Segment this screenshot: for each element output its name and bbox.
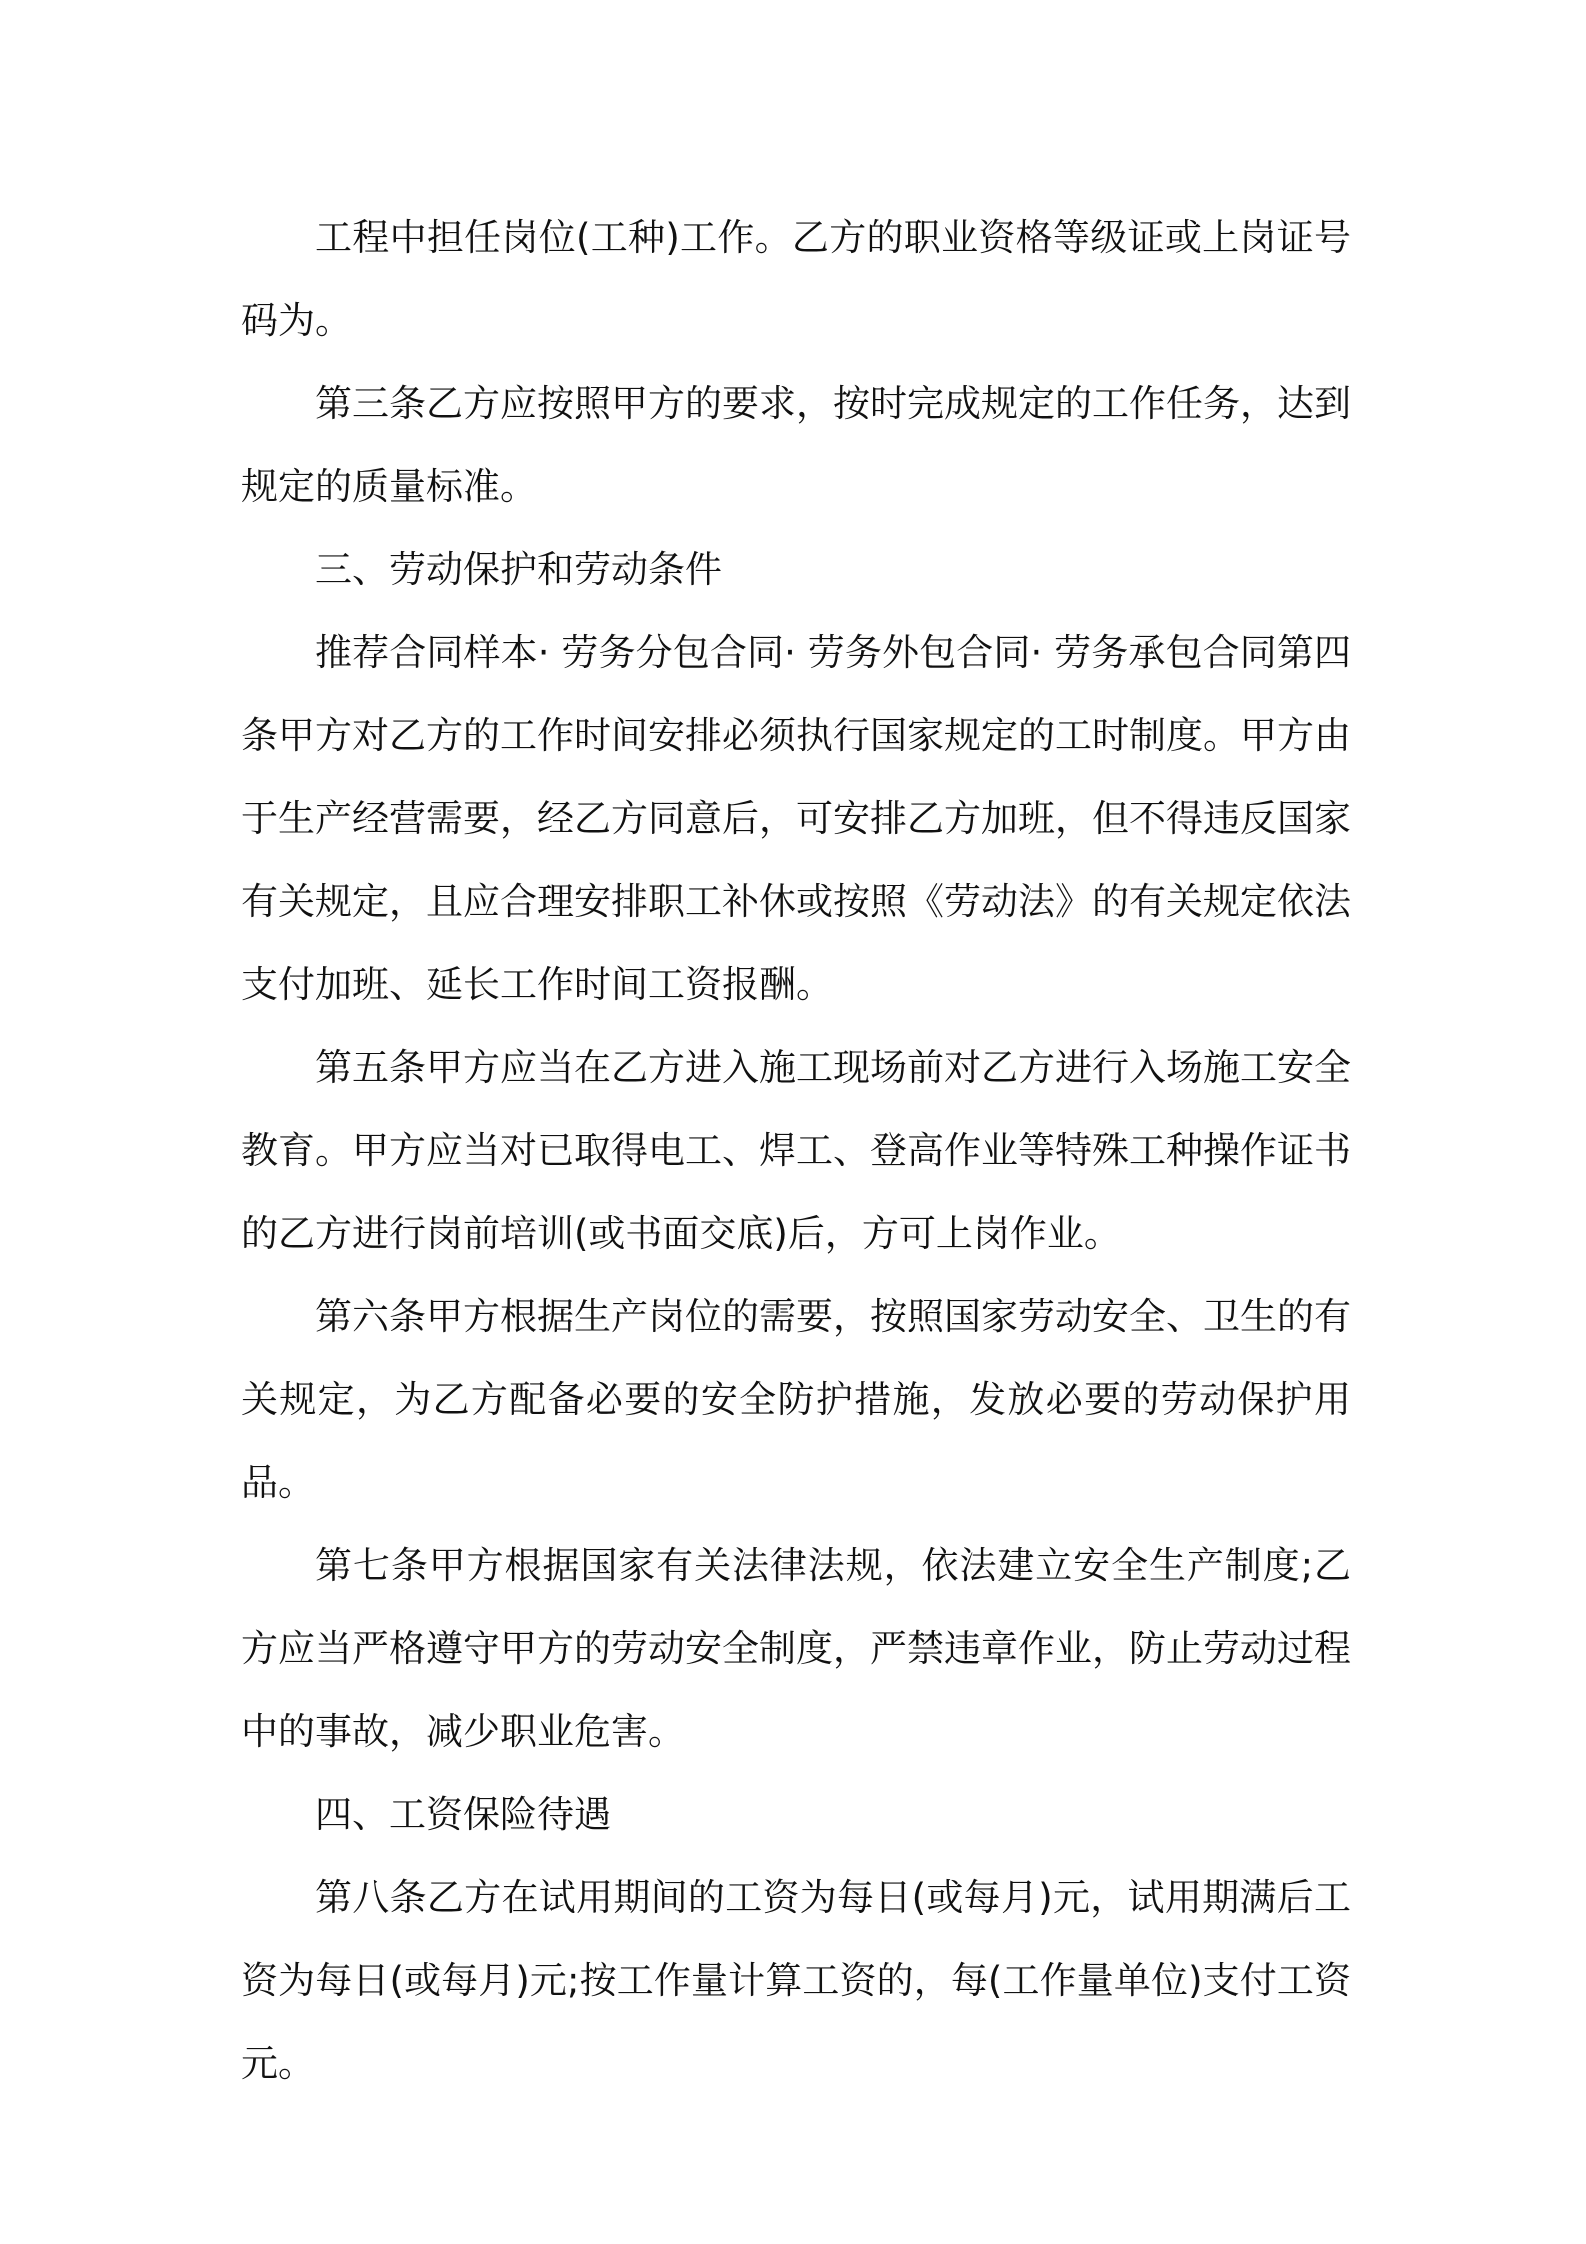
section-heading-labor-protection: 三、劳动保护和劳动条件 <box>315 548 722 591</box>
paragraph-article-8: 第八条乙方在试用期间的工资为每日(或每月)元，试用期满后工资为每日(或每月)元;按工作量计算工资的，每(工作量单位)支付工资元。 <box>241 1876 1351 2085</box>
section-heading-wages-insurance: 四、工资保险待遇 <box>315 1793 611 1836</box>
paragraph-article-5: 第五条甲方应当在乙方进入施工现场前对乙方进行入场施工安全教育。甲方应当对已取得电工、焊工、登高作业等特殊工种操作证书的乙方进行岗前培训(或书面交底)后，方可上岗作业。 <box>241 1046 1351 1255</box>
paragraph-post-assignment: 工程中担任岗位(工种)工作。乙方的职业资格等级证或上岗证号码为。 <box>241 216 1351 342</box>
document-body <box>241 196 1351 2105</box>
paragraph-article-6: 第六条甲方根据生产岗位的需要，按照国家劳动安全、卫生的有关规定，为乙方配备必要的安全防护措施，发放必要的劳动保护用品。 <box>241 1295 1351 1504</box>
paragraph-article-7: 第七条甲方根据国家有关法律法规，依法建立安全生产制度;乙方应当严格遵守甲方的劳动安全制度，严禁违章作业，防止劳动过程中的事故，减少职业危害。 <box>241 1544 1351 1753</box>
paragraph-article-3: 第三条乙方应按照甲方的要求，按时完成规定的工作任务，达到规定的质量标准。 <box>241 382 1351 508</box>
paragraph-article-4: 推荐合同样本· 劳务分包合同· 劳务外包合同· 劳务承包合同第四条甲方对乙方的工作时间安排必须执行国家规定的工时制度。甲方由于生产经营需要，经乙方同意后，可安排乙方加班，但不得违反国家有关规定，且应合理安排职工补休或按照《劳动法》的有关规定依法支付加班、延长工作时间工资报酬。 <box>241 631 1351 1006</box>
